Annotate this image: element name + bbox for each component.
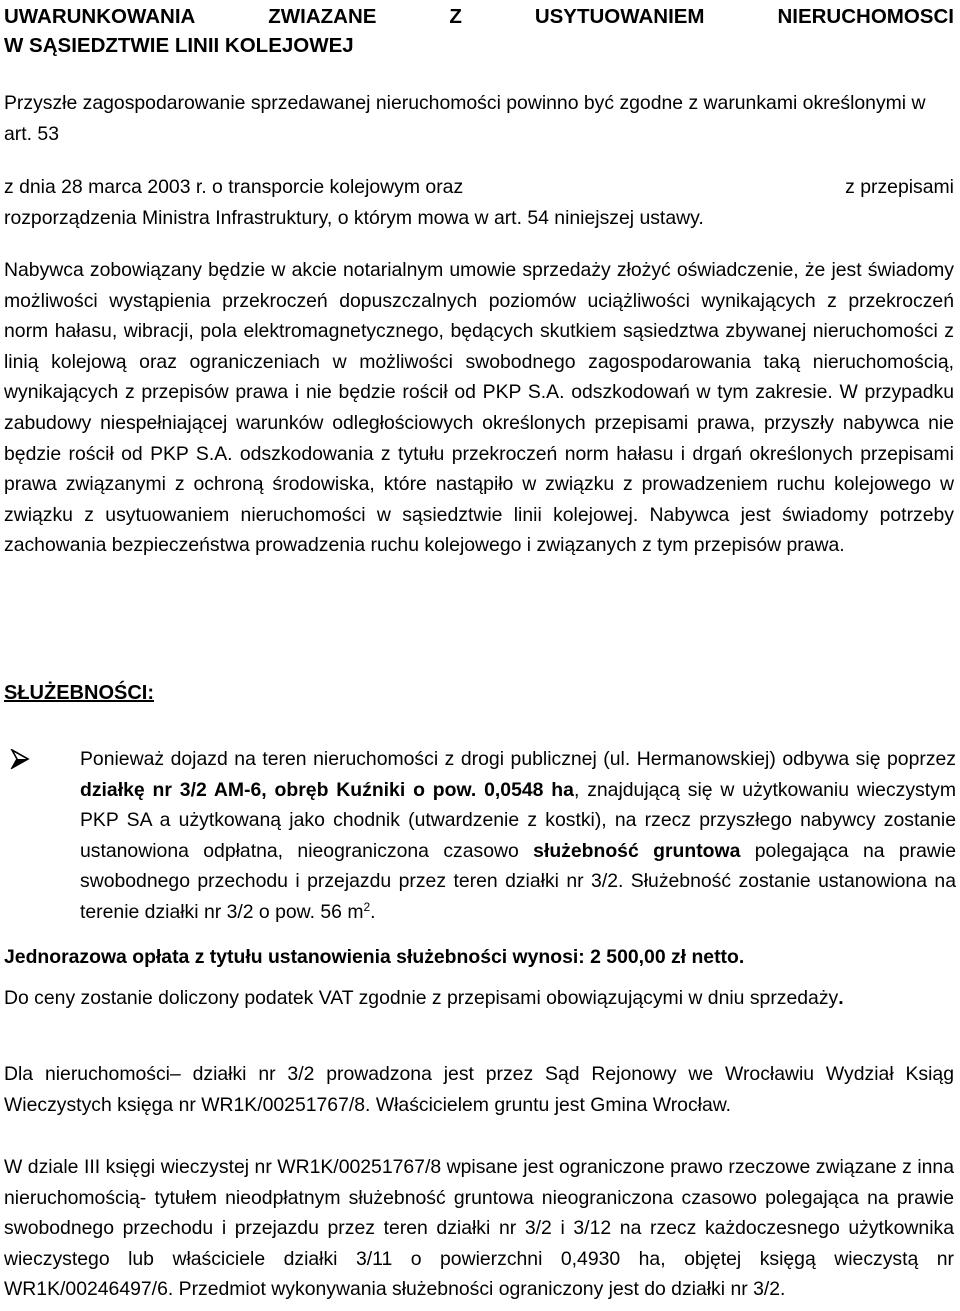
easement-text-part: polegająca na prawie swobodnego przechodu i przejazdu przez teren działki nr 3/2. Służebność zostanie ustanowiona na terenie działki nr 3/2 o pow. 56 m xyxy=(80,839,957,923)
area-unit-superscript: 2 xyxy=(363,899,371,914)
intro-paragraph-2 xyxy=(4,172,954,233)
intro-paragraph-2-line-2: rozporządzenia Ministra Infrastruktury, o którym mowa w art. 54 niniejszej ustawy. xyxy=(4,206,704,229)
heading-word: UWARUNKOWANIA xyxy=(4,5,196,28)
vat-paragraph xyxy=(4,983,954,1014)
heading-word: USYTUOWANIEM xyxy=(534,5,705,28)
easement-type: służebność gruntowa xyxy=(533,839,741,862)
heading-word: Z xyxy=(449,5,462,28)
easement-text-part: , znajdującą się w użytkowaniu wieczystym PKP SA a użytkowaną jako chodnik (utwardzenie z kostki), na rzecz przyszłego nabywcy zostanie ustanowiona odpłatna, nieograniczona czasowo xyxy=(80,778,956,862)
plot-reference: działkę nr 3/2 AM-6, obręb Kuźniki o pow. 0,0548 ha xyxy=(80,778,574,801)
easement-text-end: . xyxy=(370,900,376,923)
easement-text-part: Ponieważ dojazd na teren nieruchomości z drogi publicznej (ul. Hermanowskiej) odbywa się poprzez xyxy=(80,748,956,770)
registry-paragraph: W dziale III księgi wieczystej nr WR1K/00251767/8 wpisane jest ograniczone prawo rzeczowe związane z inna nieruchomością- tytułem nieodpłatnym służebność gruntowa nieograniczona czasowo polegająca na prawie swobodnego przechodu i przejazdu przez teren działki nr 3/2 i 3/12 na rzecz każdoczesnego użytkownika wieczystego lub właściciele działki 3/11 o powierzchni 0,4930 ha, objętej księgą wieczystą nr WR1K/00246497/6. Przedmiot wykonywania służebności ograniczony jest do działki nr 3/2. xyxy=(4,1156,954,1301)
intro-paragraph-2-line-1 xyxy=(4,172,954,203)
heading-line-2: W SĄSIEDZTWIE LINII KOLEJOWEJ xyxy=(4,34,354,57)
document-heading xyxy=(4,2,954,60)
heading-line-1 xyxy=(4,2,954,31)
heading-word: NIERUCHOMOSCI xyxy=(777,5,954,28)
intro-text-left: z dnia 28 marca 2003 r. o transporcie kolejowym oraz xyxy=(4,176,464,198)
main-paragraph: Nabywca zobowiązany będzie w akcie notarialnym umowie sprzedaży złożyć oświadczenie, że jest świadomy możliwości wystąpienia przekroczeń dopuszczalnych poziomów uciążliwości wynikających z przekroczeń norm hałasu, wibracji, pola elektromagnetycznego, będących skutkiem sąsiedztwa zbywanej nieruchomości z linią kolejową oraz ograniczeniach w możliwości swobodnego zagospodarowania taką nieruchomością, wynikających z przepisów prawa i nie będzie rościł od PKP S.A. odszkodowań w tym zakresie. W przypadku zabudowy niespełniającej warunków odległościowych określonych przepisami prawa, przyszły nabywca nie będzie rościł od PKP S.A. odszkodowania z tytułu przekroczeń norm hałasu i drgań określonych przepisami prawa związanymi z ochroną środowiska, które nastąpiło w związku z prowadzeniem ruchu kolejowego w związku z usytuowaniem nieruchomości w sąsiedztwie linii kolejowej. Nabywca jest świadomy potrzeby zachowania bezpieczeństwa prowadzenia ruchu kolejowego i związanych z tym przepisów prawa. xyxy=(4,259,954,557)
arrow-bullet-icon xyxy=(10,749,30,769)
intro-text-right: z przepisami xyxy=(845,176,954,198)
vat-text: Do ceny zostanie doliczony podatek VAT zgodnie z przepisami obowiązującymi w dniu sprzedaży xyxy=(4,987,839,1009)
land-register-paragraph: Dla nieruchomości– działki nr 3/2 prowadzona jest przez Sąd Rejonowy we Wrocławiu Wydział Ksiąg Wieczystych księga nr WR1K/00251767/8. Właścicielem gruntu jest Gmina Wrocław. xyxy=(4,1063,954,1116)
fee-line: Jednorazowa opłata z tytułu ustanowienia służebności wynosi: 2 500,00 zł netto. xyxy=(4,946,745,968)
heading-word: ZWIAZANE xyxy=(268,5,377,28)
vat-final-dot: . xyxy=(838,987,844,1009)
easement-text xyxy=(80,744,956,928)
intro-paragraph-1: Przyszłe zagospodarowanie sprzedawanej nieruchomości powinno być zgodne z warunkami określonymi w art. 53 xyxy=(4,92,926,145)
section-title: SŁUŻEBNOŚCI: xyxy=(4,682,154,704)
